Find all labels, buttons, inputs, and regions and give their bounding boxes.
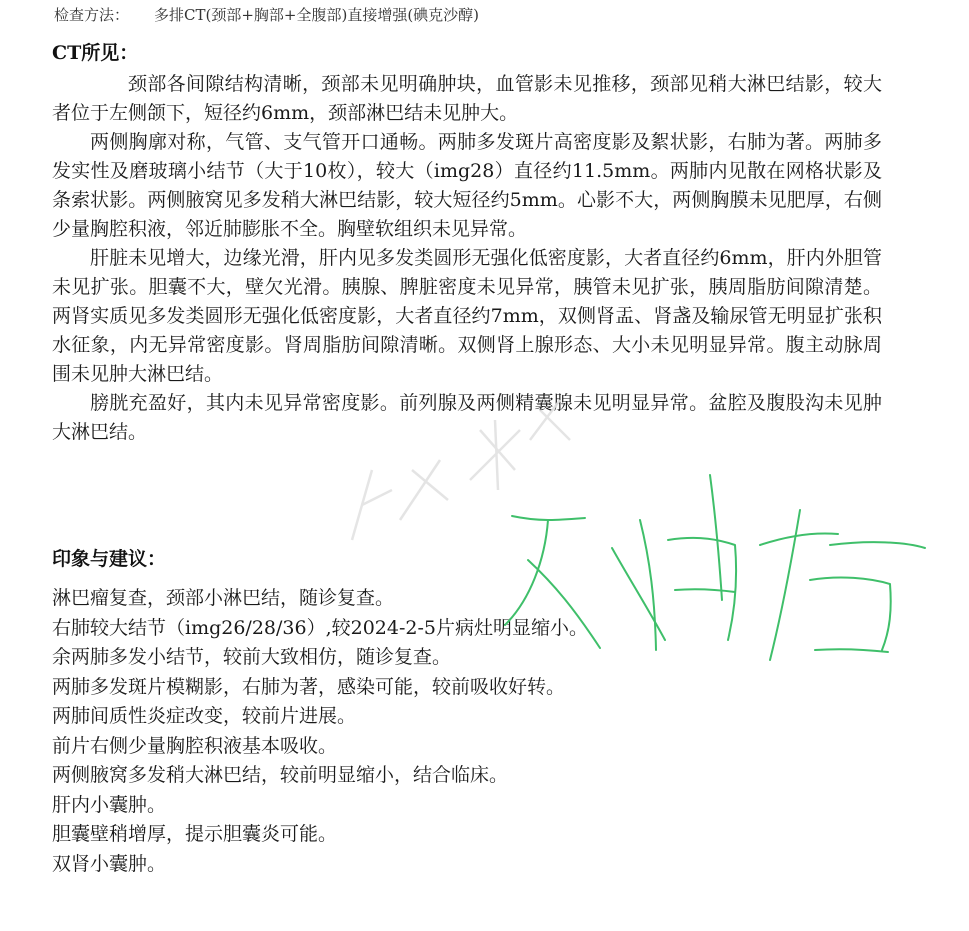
impressions-list — [52, 584, 588, 879]
exam-method-value: 多排CT(颈部+胸部+全腹部)直接增强(碘克沙醇) — [154, 6, 480, 24]
findings-body — [52, 70, 882, 447]
impression-item: 肝内小囊肿。 — [52, 793, 167, 816]
impressions-heading: 印象与建议： — [52, 548, 167, 570]
impression-item: 两肺多发斑片模糊影，右肺为著，感染可能，较前吸收好转。 — [52, 675, 566, 698]
exam-method-line — [54, 4, 479, 26]
impression-item: 胆囊壁稍增厚，提示胆囊炎可能。 — [52, 823, 338, 845]
exam-method-label: 检查方法： — [54, 6, 130, 24]
findings-neck-paragraph: 颈部各间隙结构清晰，颈部未见明确肿块，血管影未见推移，颈部见稍大淋巴结影，较大者位于左侧颌下，短径约6mm，颈部淋巴结未见肿大。 — [52, 73, 882, 124]
impression-item: 两肺间质性炎症改变，较前片进展。 — [52, 705, 357, 727]
findings-pelvis-paragraph: 膀胱充盈好，其内未见异常密度影。前列腺及两侧精囊腺未见明显异常。盆腔及腹股沟未见肿大淋巴结。 — [52, 392, 882, 443]
findings-chest-paragraph: 两侧胸廓对称，气管、支气管开口通畅。两肺多发斑片高密度影及絮状影，右肺为著。两肺多发实性及磨玻璃小结节（大于10枚），较大（img28）直径约11.5mm。两肺内见散在网格状影及条索状影。两侧腋窝见多发稍大淋巴结影，较大短径约5mm。心影不大，两侧胸膜未见肥厚，右侧少量胸腔积液，邻近肺膨胀不全。胸壁软组织未见异常。 — [52, 131, 882, 240]
findings-abdomen-paragraph: 肝脏未见增大，边缘光滑，肝内见多发类圆形无强化低密度影，大者直径约6mm，肝内外胆管未见扩张。胆囊不大，壁欠光滑。胰腺、脾脏密度未见异常，胰管未见扩张，胰周脂肪间隙清楚。两肾实质见多发类圆形无强化低密度影，大者直径约7mm，双侧肾盂、肾盏及输尿管无明显扩张积水征象，内无异常密度影。肾周脂肪间隙清晰。双侧肾上腺形态、大小未见明显异常。腹主动脉周围未见肿大淋巴结。 — [52, 247, 882, 385]
impression-item: 淋巴瘤复查，颈部小淋巴结，随诊复查。 — [52, 587, 395, 609]
findings-heading: CT所见： — [52, 42, 139, 64]
impression-item: 余两肺多发小结节，较前大致相仿，随诊复查。 — [52, 646, 452, 668]
impression-item: 两侧腋窝多发稍大淋巴结，较前明显缩小，结合临床。 — [52, 764, 509, 786]
impression-item: 双肾小囊肿。 — [52, 852, 167, 875]
impression-item: 右肺较大结节（img26/28/36）,较2024-2-5片病灶明显缩小。 — [52, 616, 588, 639]
impression-item: 前片右侧少量胸腔积液基本吸收。 — [52, 734, 338, 757]
